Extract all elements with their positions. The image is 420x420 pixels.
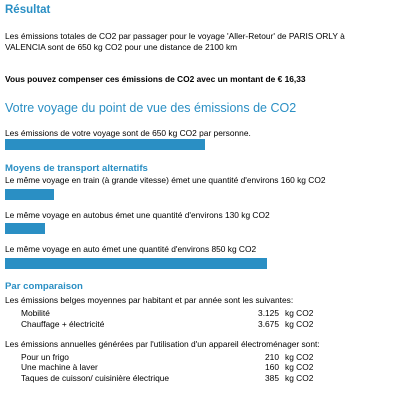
- comparison-value: 160: [265, 362, 279, 372]
- alternative-text: Le même voyage en autobus émet une quantité d'environs 130 kg CO2: [5, 209, 270, 220]
- comparison-label: Taques de cuisson/ cuisinière électrique: [21, 372, 170, 383]
- comparison-title: Par comparaison: [5, 280, 83, 292]
- result-title: Résultat: [5, 4, 51, 16]
- trip-section-title: Votre voyage du point de vue des émissions de CO2: [5, 100, 297, 115]
- alternative-item: [5, 244, 415, 269]
- belgian-intro: Les émissions belges moyennes par habitant et par année sont les suivantes:: [5, 294, 294, 305]
- results-page: [5, 0, 415, 383]
- trip-emission-bar: [5, 139, 205, 150]
- alternative-bar: [5, 189, 54, 200]
- alternative-text: Le même voyage en train (à grande vitesse) émet une quantité d'environs 160 kg CO2: [5, 175, 326, 185]
- comparison-label: Une machine à laver: [21, 362, 98, 372]
- compensation-text: Vous pouvez compenser ces émissions de CO2 avec un montant de € 16,33: [5, 74, 306, 84]
- comparison-unit: kg CO2: [285, 362, 314, 372]
- alternatives-list: [5, 175, 415, 269]
- comparison-value: 3.125: [258, 308, 279, 318]
- alternative-bar: [5, 258, 267, 269]
- comparison-row: [5, 352, 415, 363]
- appliance-table: [5, 352, 415, 384]
- comparison-unit: kg CO2: [285, 351, 314, 362]
- trip-emission-bar-track: [5, 139, 267, 150]
- comparison-unit: kg CO2: [285, 318, 314, 329]
- belgian-table: [5, 308, 415, 329]
- appliance-intro: Les émissions annuelles générées par l'utilisation d'un appareil électroménager sont:: [5, 339, 320, 349]
- alternatives-title: Moyens de transport alternatifs: [5, 163, 148, 174]
- comparison-row: [5, 362, 415, 373]
- comparison-unit: kg CO2: [285, 308, 314, 318]
- result-intro-line2: VALENCIA sont de 650 kg CO2 pour une distance de 2100 km: [5, 41, 238, 52]
- comparison-unit: kg CO2: [285, 372, 314, 383]
- comparison-value: 385: [265, 372, 279, 383]
- alternative-bar: [5, 223, 45, 234]
- result-intro-line1: Les émissions totales de CO2 par passager pour le voyage 'Aller-Retour' de PARIS ORLY à: [5, 31, 345, 41]
- comparison-label: Mobilité: [21, 308, 50, 318]
- comparison-row: [5, 373, 415, 384]
- comparison-label: Pour un frigo: [21, 351, 69, 362]
- result-intro: [5, 31, 415, 52]
- comparison-label: Chauffage + électricité: [21, 318, 105, 329]
- trip-emission-text: Les émissions de votre voyage sont de 650 kg CO2 par personne.: [5, 127, 251, 138]
- comparison-row: [5, 308, 415, 319]
- comparison-row: [5, 319, 415, 330]
- comparison-value: 210: [265, 351, 279, 362]
- comparison-value: 3.675: [258, 318, 279, 329]
- alternative-text: Le même voyage en auto émet une quantité d'environs 850 kg CO2: [5, 244, 257, 254]
- alternative-item: [5, 175, 415, 200]
- alternative-item: [5, 210, 415, 235]
